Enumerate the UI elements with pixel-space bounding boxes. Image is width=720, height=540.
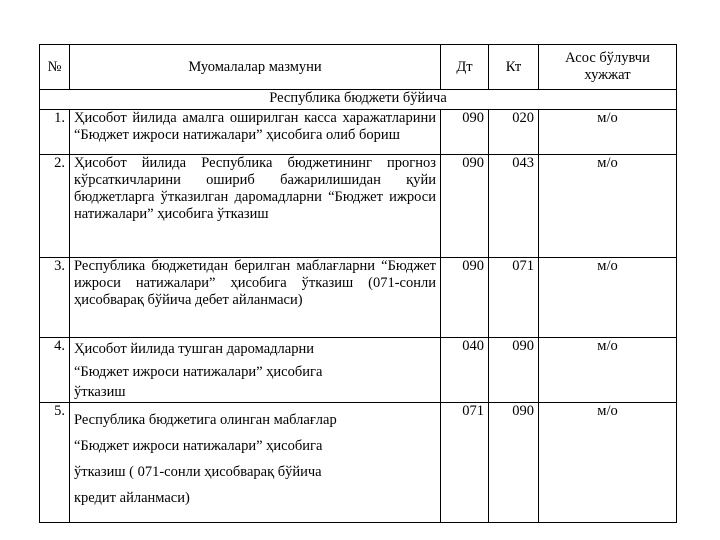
table-row bbox=[40, 155, 677, 258]
header-number: № bbox=[40, 45, 70, 90]
row-document: м/о bbox=[539, 338, 677, 403]
operations-table bbox=[39, 44, 677, 523]
row-credit: 090 bbox=[489, 403, 539, 523]
row-text-line: Республика бюджетига олинган маблағлар bbox=[74, 412, 337, 428]
row-debit: 040 bbox=[441, 338, 489, 403]
row-debit: 071 bbox=[441, 403, 489, 523]
row-debit: 090 bbox=[441, 155, 489, 258]
row-text-line: Ҳисобот йилида тушган даромадларни bbox=[74, 341, 314, 357]
header-content: Муомалалар мазмуни bbox=[70, 45, 441, 90]
table-row bbox=[40, 403, 677, 523]
table-row bbox=[40, 338, 677, 403]
row-text-line: “Бюджет ижроси натижалари” ҳисобига bbox=[74, 364, 323, 380]
row-text: Республика бюджетидан берилган маблағларни “Бюджет ижроси натижалари” ҳисобига ўтказиш (071-сонли ҳисобварақ бўйича дебет айланмаси) bbox=[70, 258, 441, 338]
header-row bbox=[40, 45, 677, 90]
row-text bbox=[70, 338, 441, 403]
header-debit: Дт bbox=[441, 45, 489, 90]
row-debit: 090 bbox=[441, 110, 489, 155]
row-text: Ҳисобот йилида Республика бюджетининг прогноз кўрсаткичларини ошириб бажарилишидан қуйи бюджетларга ўтказилган даромадларни “Бюджет ижроси натижалари” ҳисобига ўтказиш bbox=[70, 155, 441, 258]
section-row bbox=[40, 90, 677, 110]
table-row bbox=[40, 258, 677, 338]
row-text-line: “Бюджет ижроси натижалари” ҳисобига bbox=[74, 438, 323, 454]
row-number: 4. bbox=[40, 338, 70, 403]
row-number: 3. bbox=[40, 258, 70, 338]
row-number: 5. bbox=[40, 403, 70, 523]
row-number: 2. bbox=[40, 155, 70, 258]
row-text-line: ўтказиш ( 071-сонли ҳисобварақ бўйича bbox=[74, 464, 322, 480]
row-text-line: ўтказиш bbox=[74, 384, 126, 400]
header-document: Асос бўлувчи хужжат bbox=[539, 45, 677, 90]
header-credit: Кт bbox=[489, 45, 539, 90]
row-document: м/о bbox=[539, 110, 677, 155]
row-text: Ҳисобот йилида амалга оширилган касса харажатларини “Бюджет ижроси натижалари” ҳисобига олиб бориш bbox=[70, 110, 441, 155]
row-document: м/о bbox=[539, 155, 677, 258]
section-title: Республика бюджети бўйича bbox=[40, 90, 677, 110]
row-document: м/о bbox=[539, 403, 677, 523]
row-credit: 043 bbox=[489, 155, 539, 258]
row-text-line: кредит айланмаси) bbox=[74, 490, 190, 506]
row-credit: 090 bbox=[489, 338, 539, 403]
row-text bbox=[70, 403, 441, 523]
row-number: 1. bbox=[40, 110, 70, 155]
table-row bbox=[40, 110, 677, 155]
row-document: м/о bbox=[539, 258, 677, 338]
row-debit: 090 bbox=[441, 258, 489, 338]
row-credit: 071 bbox=[489, 258, 539, 338]
row-credit: 020 bbox=[489, 110, 539, 155]
